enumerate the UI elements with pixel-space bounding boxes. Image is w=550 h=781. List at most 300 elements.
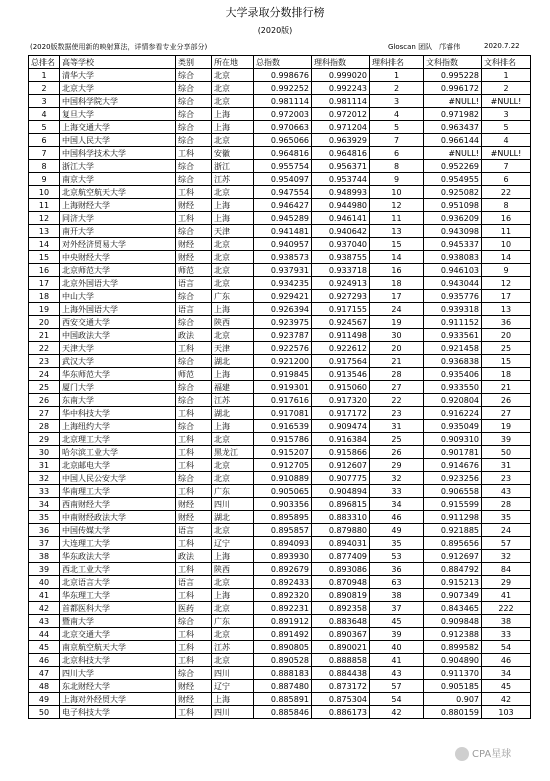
table-cell: 5	[482, 121, 531, 134]
table-cell: 广东	[212, 615, 254, 628]
table-cell: 综合	[176, 355, 212, 368]
table-cell: 27	[370, 381, 424, 394]
table-cell: 0.937040	[312, 238, 370, 251]
table-cell: 0.911370	[424, 667, 482, 680]
table-cell: 0.934235	[254, 277, 312, 290]
table-cell: 0.936209	[424, 212, 482, 225]
table-cell: 北京	[212, 654, 254, 667]
table-cell: 0.896815	[312, 498, 370, 511]
table-cell: 0.926394	[254, 303, 312, 316]
table-cell: 上海外国语大学	[60, 303, 176, 316]
table-cell: 45	[482, 680, 531, 693]
table-cell: 63	[370, 576, 424, 589]
table-cell: 4	[482, 134, 531, 147]
table-cell: 0.907	[424, 693, 482, 706]
table-cell: 0.911152	[424, 316, 482, 329]
table-cell: 42	[482, 693, 531, 706]
table-cell: 13	[370, 225, 424, 238]
table-cell: 21	[482, 381, 531, 394]
table-cell: 综合	[176, 615, 212, 628]
table-cell: 22	[370, 394, 424, 407]
table-cell: 24	[370, 303, 424, 316]
table-cell: 13	[29, 225, 60, 238]
table-cell: 0.899582	[424, 641, 482, 654]
table-cell: 上海	[212, 121, 254, 134]
col-header: 文科排名	[482, 56, 531, 69]
table-cell: 17	[482, 290, 531, 303]
table-cell: 四川	[212, 498, 254, 511]
table-cell: 政法	[176, 329, 212, 342]
table-cell: 0.911298	[424, 511, 482, 524]
table-cell: 北京航空航天大学	[60, 186, 176, 199]
table-cell: 北京	[212, 472, 254, 485]
table-cell: 3	[29, 95, 60, 108]
table-cell: 0.933550	[424, 381, 482, 394]
table-cell: 0.971204	[312, 121, 370, 134]
table-cell: 北京	[212, 251, 254, 264]
table-cell: 0.909848	[424, 615, 482, 628]
table-cell: 大连理工大学	[60, 537, 176, 550]
table-cell: 19	[482, 420, 531, 433]
table-cell: 中山大学	[60, 290, 176, 303]
col-header: 类别	[176, 56, 212, 69]
table-cell: 江苏	[212, 641, 254, 654]
table-cell: 28	[482, 498, 531, 511]
table-row	[29, 407, 531, 420]
table-row	[29, 446, 531, 459]
table-cell: 医药	[176, 602, 212, 615]
table-cell: 24	[482, 524, 531, 537]
table-cell: 34	[29, 498, 60, 511]
table-cell: 北京	[212, 69, 254, 82]
table-cell: 3	[482, 108, 531, 121]
table-cell: 47	[29, 667, 60, 680]
table-cell: 33	[482, 628, 531, 641]
table-cell: 工科	[176, 459, 212, 472]
table-cell: 南京航空航天大学	[60, 641, 176, 654]
table-cell: 32	[482, 550, 531, 563]
table-cell: 华南理工大学	[60, 485, 176, 498]
table-cell: 北京交通大学	[60, 628, 176, 641]
table-cell: 0.935049	[424, 420, 482, 433]
table-cell: 14	[370, 251, 424, 264]
table-cell: 北京	[212, 576, 254, 589]
wechat-logo-icon	[455, 747, 469, 761]
table-cell: 广东	[212, 485, 254, 498]
table-cell: 22	[29, 342, 60, 355]
table-cell: 0.954097	[254, 173, 312, 186]
table-cell: 2	[370, 82, 424, 95]
table-cell: 财经	[176, 693, 212, 706]
table-cell: 46	[29, 654, 60, 667]
table-cell: 0.893930	[254, 550, 312, 563]
table-row	[29, 381, 531, 394]
table-cell: 华东师范大学	[60, 368, 176, 381]
table-cell: 38	[29, 550, 60, 563]
table-cell: 0.941481	[254, 225, 312, 238]
table-cell: 40	[370, 641, 424, 654]
table-cell: 25	[482, 342, 531, 355]
table-cell: 中国政法大学	[60, 329, 176, 342]
table-cell: 中央财经大学	[60, 251, 176, 264]
table-cell: 0.909474	[312, 420, 370, 433]
table-cell: 工科	[176, 628, 212, 641]
table-cell: 32	[29, 472, 60, 485]
table-cell: 0.912705	[254, 459, 312, 472]
table-cell: 18	[482, 368, 531, 381]
table-cell: 西南财经大学	[60, 498, 176, 511]
table-cell: 0.873172	[312, 680, 370, 693]
page-title: 大学录取分数排行榜	[225, 6, 325, 19]
table-cell: 北京	[212, 238, 254, 251]
table-cell: 0.884438	[312, 667, 370, 680]
table-cell: 陕西	[212, 316, 254, 329]
table-cell: 0.912607	[312, 459, 370, 472]
table-cell: 0.894093	[254, 537, 312, 550]
table-cell: 0.995228	[424, 69, 482, 82]
table-cell: 工科	[176, 446, 212, 459]
table-row	[29, 277, 531, 290]
table-row	[29, 173, 531, 186]
table-cell: 上海	[212, 550, 254, 563]
table-cell: 7	[482, 160, 531, 173]
table-cell: 北京	[212, 277, 254, 290]
author-credit: Gloscan 团队 邝睿伟	[388, 43, 461, 51]
col-header: 所在地	[212, 56, 254, 69]
table-cell: 0.892358	[312, 602, 370, 615]
table-cell: 0.906558	[424, 485, 482, 498]
table-cell: 北京	[212, 264, 254, 277]
table-cell: 0.912697	[424, 550, 482, 563]
table-cell: 0.921885	[424, 524, 482, 537]
table-cell: 北京	[212, 95, 254, 108]
table-cell: 0.915786	[254, 433, 312, 446]
meta-line	[0, 42, 550, 54]
table-row	[29, 563, 531, 576]
table-cell: 0.890021	[312, 641, 370, 654]
table-cell: 0.938573	[254, 251, 312, 264]
table-cell: 84	[482, 563, 531, 576]
table-cell: 上海	[212, 199, 254, 212]
table-cell: 37	[370, 602, 424, 615]
table-cell: 0.914676	[424, 459, 482, 472]
table-cell: 26	[29, 394, 60, 407]
table-cell: 中国科学技术大学	[60, 147, 176, 160]
table-cell: 对外经济贸易大学	[60, 238, 176, 251]
table-row	[29, 459, 531, 472]
table-cell: 华东理工大学	[60, 589, 176, 602]
table-cell: 14	[482, 251, 531, 264]
table-cell: 29	[370, 459, 424, 472]
table-cell: 综合	[176, 472, 212, 485]
table-cell: 工科	[176, 342, 212, 355]
table-cell: 财经	[176, 680, 212, 693]
table-cell: 1	[482, 69, 531, 82]
table-cell: 11	[370, 212, 424, 225]
table-cell: 福建	[212, 381, 254, 394]
table-cell: 上海	[212, 589, 254, 602]
table-cell: 0.887480	[254, 680, 312, 693]
table-cell: 四川	[212, 667, 254, 680]
table-cell: 0.891492	[254, 628, 312, 641]
table-cell: 25	[29, 381, 60, 394]
table-cell: 工科	[176, 147, 212, 160]
table-cell: 8	[482, 199, 531, 212]
table-cell: 35	[370, 537, 424, 550]
table-cell: 同济大学	[60, 212, 176, 225]
table-cell: 0.954955	[424, 173, 482, 186]
table-cell: 46	[482, 654, 531, 667]
table-cell: 天津	[212, 342, 254, 355]
table-cell: 0.992252	[254, 82, 312, 95]
col-header: 高等学校	[60, 56, 176, 69]
table-cell: 0.943098	[424, 225, 482, 238]
table-cell: 10	[29, 186, 60, 199]
table-cell: 50	[482, 446, 531, 459]
table-cell: 33	[370, 485, 424, 498]
table-cell: 14	[29, 238, 60, 251]
table-cell: 政法	[176, 550, 212, 563]
table-cell: 北京	[212, 433, 254, 446]
table-cell: 0.966144	[424, 134, 482, 147]
table-cell: 上海纽约大学	[60, 420, 176, 433]
table-cell: 0.894031	[312, 537, 370, 550]
table-cell: #NULL!	[424, 95, 482, 108]
table-cell: 湖北	[212, 355, 254, 368]
table-cell: 10	[370, 186, 424, 199]
table-cell: 0.952269	[424, 160, 482, 173]
table-cell: 35	[29, 511, 60, 524]
table-row	[29, 69, 531, 82]
table-row	[29, 147, 531, 160]
watermark	[455, 745, 545, 773]
table-cell: 29	[482, 576, 531, 589]
table-cell: 40	[29, 576, 60, 589]
table-cell: 0.963437	[424, 121, 482, 134]
table-cell: 7	[29, 147, 60, 160]
table-cell: 0.937931	[254, 264, 312, 277]
table-cell: 53	[370, 550, 424, 563]
table-cell: 0.940957	[254, 238, 312, 251]
table-cell: 财经	[176, 498, 212, 511]
table-cell: 江苏	[212, 394, 254, 407]
table-cell: 西安交通大学	[60, 316, 176, 329]
table-cell: 0.927293	[312, 290, 370, 303]
table-cell: 57	[482, 537, 531, 550]
table-cell: 南开大学	[60, 225, 176, 238]
table-cell: 0.843465	[424, 602, 482, 615]
table-cell: 9	[482, 264, 531, 277]
table-cell: 0.870948	[312, 576, 370, 589]
table-cell: #NULL!	[482, 95, 531, 108]
table-cell: 54	[482, 641, 531, 654]
table-cell: 0.972012	[312, 108, 370, 121]
table-cell: 综合	[176, 394, 212, 407]
table-row	[29, 524, 531, 537]
table-cell: 0.981114	[254, 95, 312, 108]
table-cell: 33	[29, 485, 60, 498]
table-cell: 0.924913	[312, 277, 370, 290]
table-cell: 11	[29, 199, 60, 212]
table-cell: 45	[370, 615, 424, 628]
table-cell: 0.892320	[254, 589, 312, 602]
table-row	[29, 420, 531, 433]
table-cell: 20	[482, 329, 531, 342]
table-cell: 39	[482, 433, 531, 446]
ranking-table	[28, 55, 531, 719]
table-cell: 综合	[176, 290, 212, 303]
table-cell: 0.936838	[424, 355, 482, 368]
table-row	[29, 303, 531, 316]
table-cell: 中南财经政法大学	[60, 511, 176, 524]
col-header: 理科指数	[312, 56, 370, 69]
table-cell: 0.880159	[424, 706, 482, 719]
table-row	[29, 186, 531, 199]
table-cell: 0.971982	[424, 108, 482, 121]
table-cell: 广东	[212, 290, 254, 303]
table-cell: 36	[370, 563, 424, 576]
table-cell: 中国人民公安大学	[60, 472, 176, 485]
table-cell: 0.996172	[424, 82, 482, 95]
table-cell: 语言	[176, 277, 212, 290]
table-cell: 0.917172	[312, 407, 370, 420]
table-cell: 31	[370, 420, 424, 433]
table-cell: 综合	[176, 173, 212, 186]
table-row	[29, 641, 531, 654]
table-cell: 21	[29, 329, 60, 342]
table-cell: 0.935776	[424, 290, 482, 303]
table-cell: 37	[29, 537, 60, 550]
table-cell: 1	[370, 69, 424, 82]
table-cell: 24	[29, 368, 60, 381]
table-cell: 34	[370, 498, 424, 511]
table-cell: 0.892679	[254, 563, 312, 576]
table-cell: 师范	[176, 264, 212, 277]
table-cell: 0.879880	[312, 524, 370, 537]
table-cell: 17	[370, 290, 424, 303]
table-cell: 0.965066	[254, 134, 312, 147]
table-cell: 12	[482, 277, 531, 290]
table-cell: 0.911498	[312, 329, 370, 342]
table-cell: 北京科技大学	[60, 654, 176, 667]
table-cell: 工科	[176, 706, 212, 719]
table-cell: 北京语言大学	[60, 576, 176, 589]
table-cell: 43	[370, 667, 424, 680]
table-cell: 27	[29, 407, 60, 420]
table-cell: 0.919845	[254, 368, 312, 381]
publish-date: 2020.7.22	[484, 42, 520, 50]
table-cell: 23	[482, 472, 531, 485]
table-cell: 0.915060	[312, 381, 370, 394]
table-cell: #NULL!	[482, 147, 531, 160]
table-cell: 0.916384	[312, 433, 370, 446]
table-cell: 财经	[176, 238, 212, 251]
table-cell: 5	[29, 121, 60, 134]
table-cell: 综合	[176, 316, 212, 329]
table-cell: 10	[482, 238, 531, 251]
table-cell: 工科	[176, 433, 212, 446]
watermark-text: CPA星球	[472, 749, 512, 760]
table-cell: 上海财经大学	[60, 199, 176, 212]
table-cell: 0.913546	[312, 368, 370, 381]
table-cell: 中国传媒大学	[60, 524, 176, 537]
table-cell: 0.938755	[312, 251, 370, 264]
table-cell: 0.943044	[424, 277, 482, 290]
table-row	[29, 628, 531, 641]
table-cell: 工科	[176, 654, 212, 667]
table-cell: 0.903356	[254, 498, 312, 511]
table-cell: 0.907349	[424, 589, 482, 602]
table-cell: 23	[370, 407, 424, 420]
table-cell: 0.885891	[254, 693, 312, 706]
table-cell: 0.884792	[424, 563, 482, 576]
table-row	[29, 602, 531, 615]
table-cell: 0.970663	[254, 121, 312, 134]
table-cell: 15	[482, 355, 531, 368]
table-cell: 11	[482, 225, 531, 238]
table-cell: 综合	[176, 69, 212, 82]
table-cell: 综合	[176, 108, 212, 121]
table-cell: 综合	[176, 667, 212, 680]
table-cell: 0.945289	[254, 212, 312, 225]
col-header: 文科指数	[424, 56, 482, 69]
table-cell: 安徽	[212, 147, 254, 160]
table-cell: 浙江大学	[60, 160, 176, 173]
table-cell: 28	[370, 368, 424, 381]
table-cell: 0.923787	[254, 329, 312, 342]
table-cell: #NULL!	[424, 147, 482, 160]
table-cell: 39	[370, 628, 424, 641]
table-row	[29, 680, 531, 693]
table-cell: 0.917320	[312, 394, 370, 407]
table-cell: 0.925082	[424, 186, 482, 199]
table-cell: 财经	[176, 251, 212, 264]
table-cell: 0.923256	[424, 472, 482, 485]
table-cell: 0.921458	[424, 342, 482, 355]
table-cell: 0.885846	[254, 706, 312, 719]
table-cell: 东北财经大学	[60, 680, 176, 693]
table-cell: 哈尔滨工业大学	[60, 446, 176, 459]
table-cell: 0.886173	[312, 706, 370, 719]
table-row	[29, 134, 531, 147]
table-cell: 12	[29, 212, 60, 225]
table-cell: 4	[29, 108, 60, 121]
table-cell: 语言	[176, 524, 212, 537]
table-cell: 0.915207	[254, 446, 312, 459]
table-cell: 0.910889	[254, 472, 312, 485]
table-cell: 0.946141	[312, 212, 370, 225]
table-cell: 2	[29, 82, 60, 95]
table-cell: 1	[29, 69, 60, 82]
table-row	[29, 615, 531, 628]
table-cell: 0.922576	[254, 342, 312, 355]
table-cell: 0.890367	[312, 628, 370, 641]
table-cell: 0.892231	[254, 602, 312, 615]
table-cell: 北京	[212, 186, 254, 199]
table-cell: 0.964816	[312, 147, 370, 160]
table-cell: 13	[482, 303, 531, 316]
table-cell: 0.875304	[312, 693, 370, 706]
table-cell: 19	[29, 303, 60, 316]
table-cell: 北京	[212, 329, 254, 342]
table-cell: 0.917616	[254, 394, 312, 407]
table-body	[29, 69, 531, 719]
table-cell: 0.955754	[254, 160, 312, 173]
table-cell: 0.923975	[254, 316, 312, 329]
table-row	[29, 654, 531, 667]
table-cell: 0.956371	[312, 160, 370, 173]
table-cell: 26	[482, 394, 531, 407]
